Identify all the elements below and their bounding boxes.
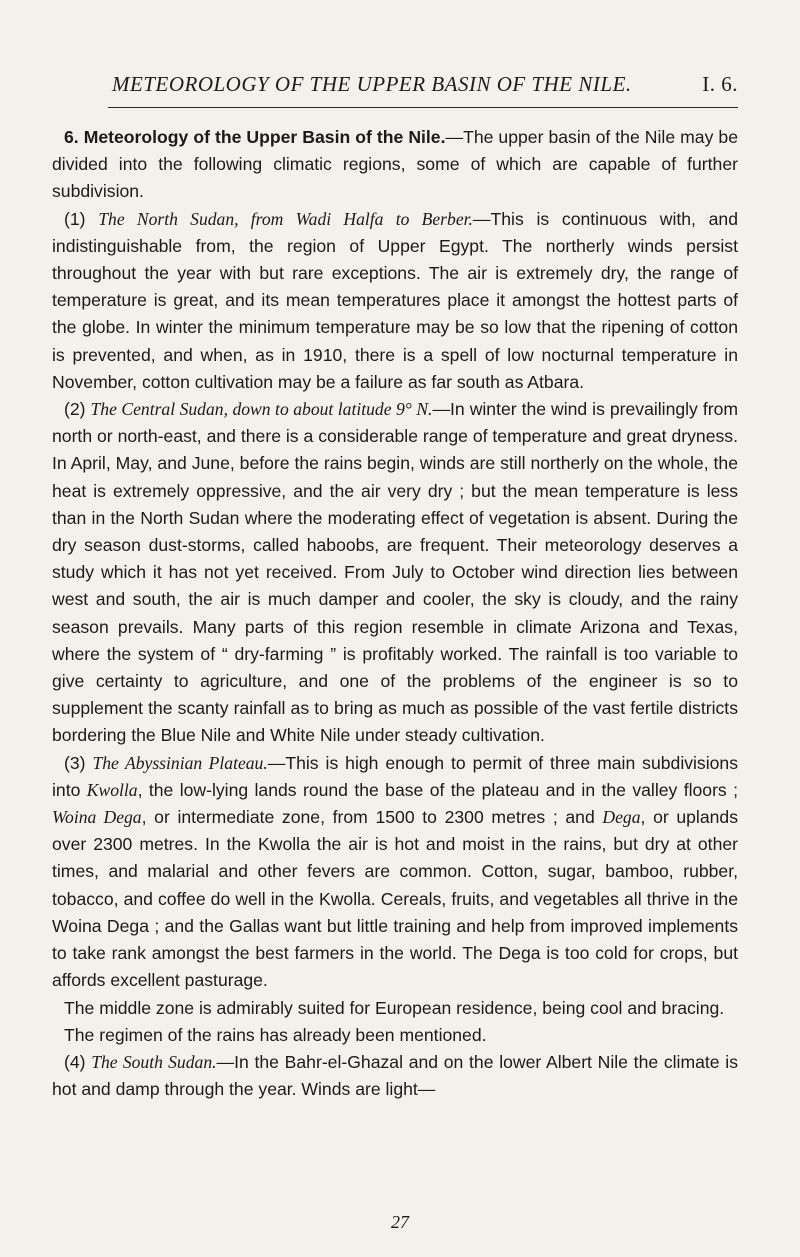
- region-2-number: (2): [64, 399, 91, 420]
- region-2-text: —In winter the wind is prevailingly from north or north-east, and there is a considerable range of temperature and great dryness. In April, May, and June, before the rains begin, winds are still northerly on the whole, the heat is extremely oppressive, and the air very dry ; but the mean temperature is less than in the North Sudan where the moderating effect of vegetation is absent. During the dry season dust-storms, called haboobs, are frequent. Their meteorology deserves a study which it has not yet received. From July to October wind direction lies between west and south, the air is much damper and cooler, the sky is cloudy, and the rainy season prevails. Many parts of this region resemble in climate Arizona and Texas, where the system of “ dry-farming ” is profitably worked. The rainfall is too variable to give certainty to agriculture, and one of the problems of the engineer is so to supplement the scanty rainfall as to bring as much as possible of the vast fertile districts bordering the Blue Nile and White Nile under steady cultivation.: [52, 399, 739, 746]
- region-1-title: The North Sudan, from Wadi Halfa to Berber.: [98, 208, 473, 229]
- page-number: 27: [391, 1212, 409, 1232]
- region-3-text-part-2: , the low-lying lands round the base of the plateau and in the valley floors ;: [137, 779, 738, 800]
- region-3-title: The Abyssinian Plateau.: [92, 752, 268, 773]
- term-kwolla: Kwolla: [86, 779, 138, 800]
- term-woina-dega: Woina Dega: [52, 807, 142, 828]
- region-3-text-part-3: , or intermediate zone, from 1500 to 2300 metres ; and: [141, 807, 603, 828]
- body-text: [52, 124, 738, 1103]
- section-heading: 6. Meteorology of the Upper Basin of the Nile.: [64, 127, 446, 147]
- region-3-text-part-4: , or uplands over 2300 metres. In the Kwolla the air is hot and moist in the rains, but dry at other times, and malarial and other fevers are common. Cotton, sugar, bamboo, rubber, tobacco, and coffee do well in the Kwolla. Cereals, fruits, and vegetables all thrive in the Woina Dega ; and the Gallas want but little training and help from improved implements to take rank amongst the best farmers in the world. The Dega is too cold for crops, but affords excellent pasturage.: [52, 807, 738, 991]
- header-rule: [108, 107, 738, 108]
- running-head: [112, 72, 738, 97]
- region-3-paragraph: [52, 750, 738, 995]
- running-head-title: METEOROLOGY OF THE UPPER BASIN OF THE NILE.: [112, 72, 632, 96]
- section-intro-text: —The upper basin of the Nile may be divided into the following climatic regions, some of which are capable of further subdivision.: [52, 127, 738, 202]
- region-3-number: (3): [64, 752, 93, 773]
- region-1-number: (1): [64, 208, 99, 229]
- region-3-text-part-1: —This is high enough to permit of three main subdivisions into: [52, 752, 739, 800]
- region-2-paragraph: [52, 396, 738, 750]
- region-1-paragraph: [52, 206, 738, 396]
- region-4-text: —In the Bahr-el-Ghazal and on the lower Albert Nile the climate is hot and damp through the year. Winds are light—: [52, 1051, 738, 1100]
- running-head-section-ref: I. 6.: [702, 72, 738, 96]
- region-1-text: —This is continuous with, and indistinguishable from, the region of Upper Egypt. The northerly winds persist throughout the year with but rare exceptions. The air is extremely dry, the range of temperature is great, and its mean temperatures place it amongst the hottest parts of the globe. In winter the minimum temperature may be so low that the ripening of cotton is prevented, and when, as in 1910, there is a spell of low nocturnal temperature in November, cotton cultivation may be a failure as far south as Atbara.: [52, 208, 739, 392]
- region-4-title: The South Sudan.: [91, 1051, 217, 1072]
- region-2-title: The Central Sudan, down to about latitude 9° N.: [90, 399, 433, 420]
- middle-zone-paragraph: The middle zone is admirably suited for European residence, being cool and bracing.: [64, 997, 725, 1018]
- section-intro-paragraph: [52, 124, 738, 206]
- regimen-paragraph: The regimen of the rains has already been mentioned.: [64, 1024, 487, 1045]
- region-4-paragraph: [52, 1049, 738, 1103]
- term-dega: Dega: [602, 807, 641, 828]
- region-4-number: (4): [64, 1051, 92, 1072]
